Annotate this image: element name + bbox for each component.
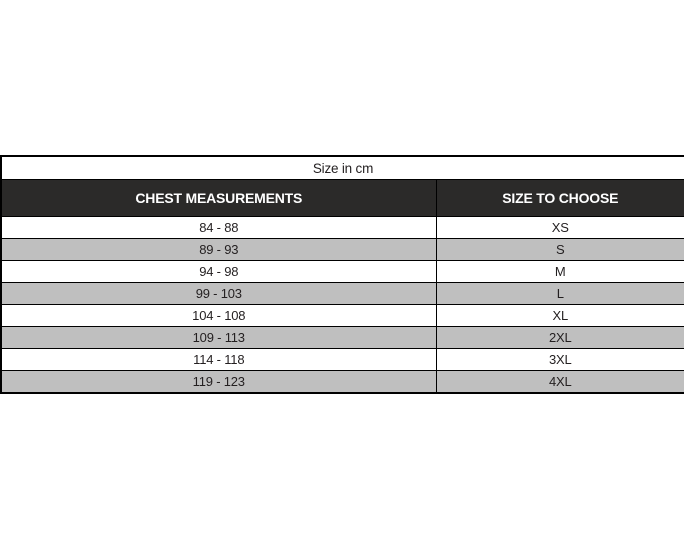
table-row	[1, 349, 684, 371]
chest-measurement-cell: 114 - 118	[1, 349, 436, 371]
table-row	[1, 371, 684, 394]
size-cell: XS	[436, 217, 684, 239]
size-chart-body	[1, 217, 684, 394]
chest-measurement-cell: 94 - 98	[1, 261, 436, 283]
size-cell: XL	[436, 305, 684, 327]
chest-measurement-cell: 84 - 88	[1, 217, 436, 239]
column-header-chest-measurements: CHEST MEASUREMENTS	[1, 180, 436, 217]
chest-measurement-cell: 109 - 113	[1, 327, 436, 349]
size-cell: 2XL	[436, 327, 684, 349]
table-row	[1, 217, 684, 239]
size-cell: L	[436, 283, 684, 305]
table-row	[1, 327, 684, 349]
table-header-row	[1, 180, 684, 217]
size-chart-table	[0, 155, 684, 394]
size-unit-caption-row	[1, 156, 684, 180]
chest-measurement-cell: 99 - 103	[1, 283, 436, 305]
size-unit-caption: Size in cm	[1, 156, 684, 180]
table-row	[1, 283, 684, 305]
size-cell: S	[436, 239, 684, 261]
chest-measurement-cell: 89 - 93	[1, 239, 436, 261]
table-row	[1, 261, 684, 283]
size-cell: 4XL	[436, 371, 684, 394]
chest-measurement-cell: 119 - 123	[1, 371, 436, 394]
table-row	[1, 305, 684, 327]
size-cell: 3XL	[436, 349, 684, 371]
column-header-size-to-choose: SIZE TO CHOOSE	[436, 180, 684, 217]
chest-measurement-cell: 104 - 108	[1, 305, 436, 327]
size-cell: M	[436, 261, 684, 283]
table-row	[1, 239, 684, 261]
